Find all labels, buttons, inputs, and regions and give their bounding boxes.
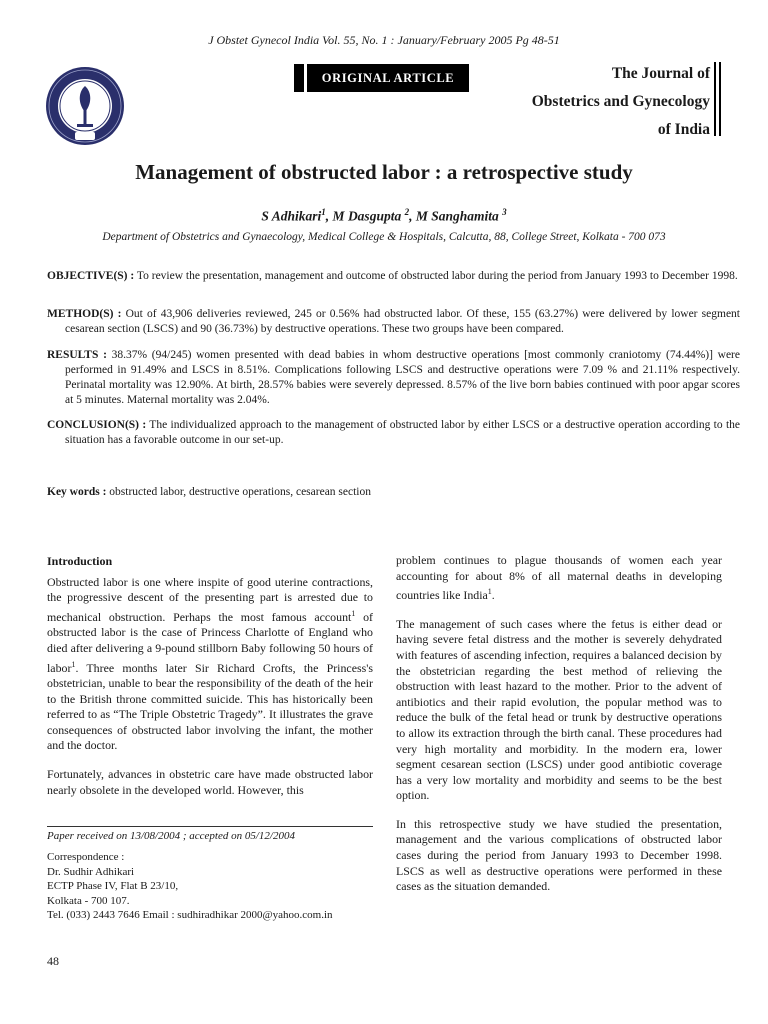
abstract-label: RESULTS : [47, 349, 107, 361]
footnote-rule [47, 826, 373, 827]
correspondence [47, 850, 333, 923]
abstract-label: CONCLUSION(S) : [47, 419, 147, 431]
abstract-text: 38.37% (94/245) women presented with dead babies in whom destructive operations [most commonly craniotomy (74.44%)] were performed in 91.49% and LSCS in 8.51%. Complications following LSCS and destructive operations were 7.09 % and 21.11% respectively. Perinatal mortality was 12.90%. At birth, 28.57% babies were severely depressed. 8.57% of the live born babies continued with poor apgar scores at 5 minutes. Maternal mortality was 2.04%. [65, 349, 740, 406]
journal-rule [714, 62, 716, 136]
keywords-text: obstructed labor, destructive operations, cesarean section [106, 486, 372, 498]
author-list: S Adhikari$^1$, M Dasgupta $^2$, M Sanghamita $^3$ [261, 207, 507, 224]
author-affiliation: 2 [404, 207, 410, 217]
journal-seal-logo [45, 66, 125, 146]
paragraph-text: . [491, 588, 495, 603]
author-name: Sanghamita [427, 208, 503, 224]
article-type-banner: ORIGINAL ARTICLE [307, 64, 469, 92]
paragraph-text: of obstructed labor is the case of Princess Charlotte of England who died after delivering a 9-pound stillborn Baby following 50 hours of labor [47, 609, 373, 675]
citation: 1 [351, 608, 356, 618]
keywords-label: Key words : [47, 486, 107, 498]
right-column [396, 553, 722, 895]
author-affiliation: 3 [502, 207, 507, 217]
paragraph: Fortunately, advances in obstetric care have made obstructed labor nearly obsolete in the developed world. However, this [47, 767, 373, 797]
paragraph: In this retrospective study we have studied the presentation, management and the various complications of obstructed labor cases during the period from January 1993 to December 1998. LSCS as well as destructive operations were performed in these cases as the situation demanded. [396, 816, 722, 894]
journal-rule [719, 62, 721, 136]
paragraph: The management of such cases where the fetus is either dead or having severe fetal distress and the mother is severely dehydrated with features of ascending infection, requires a balanced decision by the obstetrician regarding the best method of relieving the obstruction with least hazard to the mother. Prior to the advent of antibiotics and their rapid evolution, the popular method was to reduce the bulk of the fetal head or trunk by destructive operations to allow its extraction through the birth canal. These procedures had very high mortality and morbidity. In the modern era, lower segment cesarean section (LSCS) under good antibiotic coverage has a very low mortality and morbidity and seems to be the best option. [396, 616, 722, 803]
correspondence-label: Correspondence : [47, 851, 125, 863]
paragraph-text: Obstructed labor is one where inspite of good uterine contractions, the progressive descent of the presenting part is arrested due to mechanical obstruction. Perhaps the most famous account [47, 574, 373, 624]
citation: 1 [487, 587, 492, 597]
correspondence-name: Dr. Sudhir Adhikari [47, 865, 135, 878]
journal-name-line: of India [657, 121, 710, 138]
page-number: 48 [47, 954, 59, 968]
section-heading: Introduction [47, 554, 113, 568]
article-title: Management of obstructed labor : a retrospective study [135, 160, 633, 184]
journal-name-line: Obstetrics and Gynecology [531, 93, 710, 110]
author-name: Adhikari [268, 208, 322, 224]
author-affiliation: 1 [321, 207, 326, 217]
abstract-method [47, 307, 740, 337]
banner-marker [294, 64, 304, 92]
paragraph-text: problem continues to plague thousands of women each year accounting for about 8% of all maternal deaths in developing countries like India [396, 553, 722, 603]
paragraph [47, 575, 373, 754]
correspondence-contact: Tel. (033) 2443 7646 Email : sudhiradhikar 2000@yahoo.com.in [47, 909, 333, 921]
journal-name-line: The Journal of [611, 65, 710, 82]
affiliation: Department of Obstetrics and Gynaecology, Medical College & Hospitals, Calcutta, 88, College Street, Kolkata - 700 073 [102, 231, 666, 243]
correspondence-address: Kolkata - 700 107. [47, 894, 130, 907]
journal-name [450, 60, 710, 144]
abstract-conclusion [47, 418, 740, 448]
abstract-text: Out of 43,906 deliveries reviewed, 245 or 0.56% had obstructed labor. Of these, 155 (63.27%) were delivered by lower segment cesarean section (LSCS) and 90 (36.73%) by destructive operations. These two groups have been compared. [65, 308, 740, 335]
author-initial: M [332, 208, 345, 224]
paragraph-text: . Three months later Sir Richard Crofts, the Princess's obstetrician, unable to bear the responsibility of the death of the heir to the British throne committed suicide. This has historically been referred to as “The Triple Obstetric Tragedy”. It illustrates the grave consequences of obstructed labor involving the infant, the mother and the doctor. [47, 660, 373, 753]
abstract-label: METHOD(S) : [47, 308, 122, 320]
left-column [47, 554, 373, 798]
keywords [47, 486, 371, 498]
author-initial: M [415, 208, 428, 224]
citation: 1 [71, 659, 76, 669]
abstract-objective [47, 269, 740, 284]
abstract-label: OBJECTIVE(S) : [47, 270, 135, 282]
received-date: Paper received on 13/08/2004 ; accepted on 05/12/2004 [47, 830, 295, 842]
abstract-text: To review the presentation, management and outcome of obstructed labor during the period from January 1993 to December 1998. [134, 270, 738, 282]
running-header: J Obstet Gynecol India Vol. 55, No. 1 : January/February 2005 Pg 48-51 [208, 33, 560, 47]
correspondence-address: ECTP Phase IV, Flat B 23/10, [47, 880, 179, 892]
author-name: Dasgupta [344, 208, 405, 224]
paragraph [396, 553, 722, 604]
abstract-results [47, 348, 740, 408]
author-initial: S [261, 208, 269, 224]
abstract-text: The individualized approach to the management of obstructed labor by either LSCS or a destructive operation according to the situation has a favorable outcome in our set-up. [65, 419, 741, 446]
